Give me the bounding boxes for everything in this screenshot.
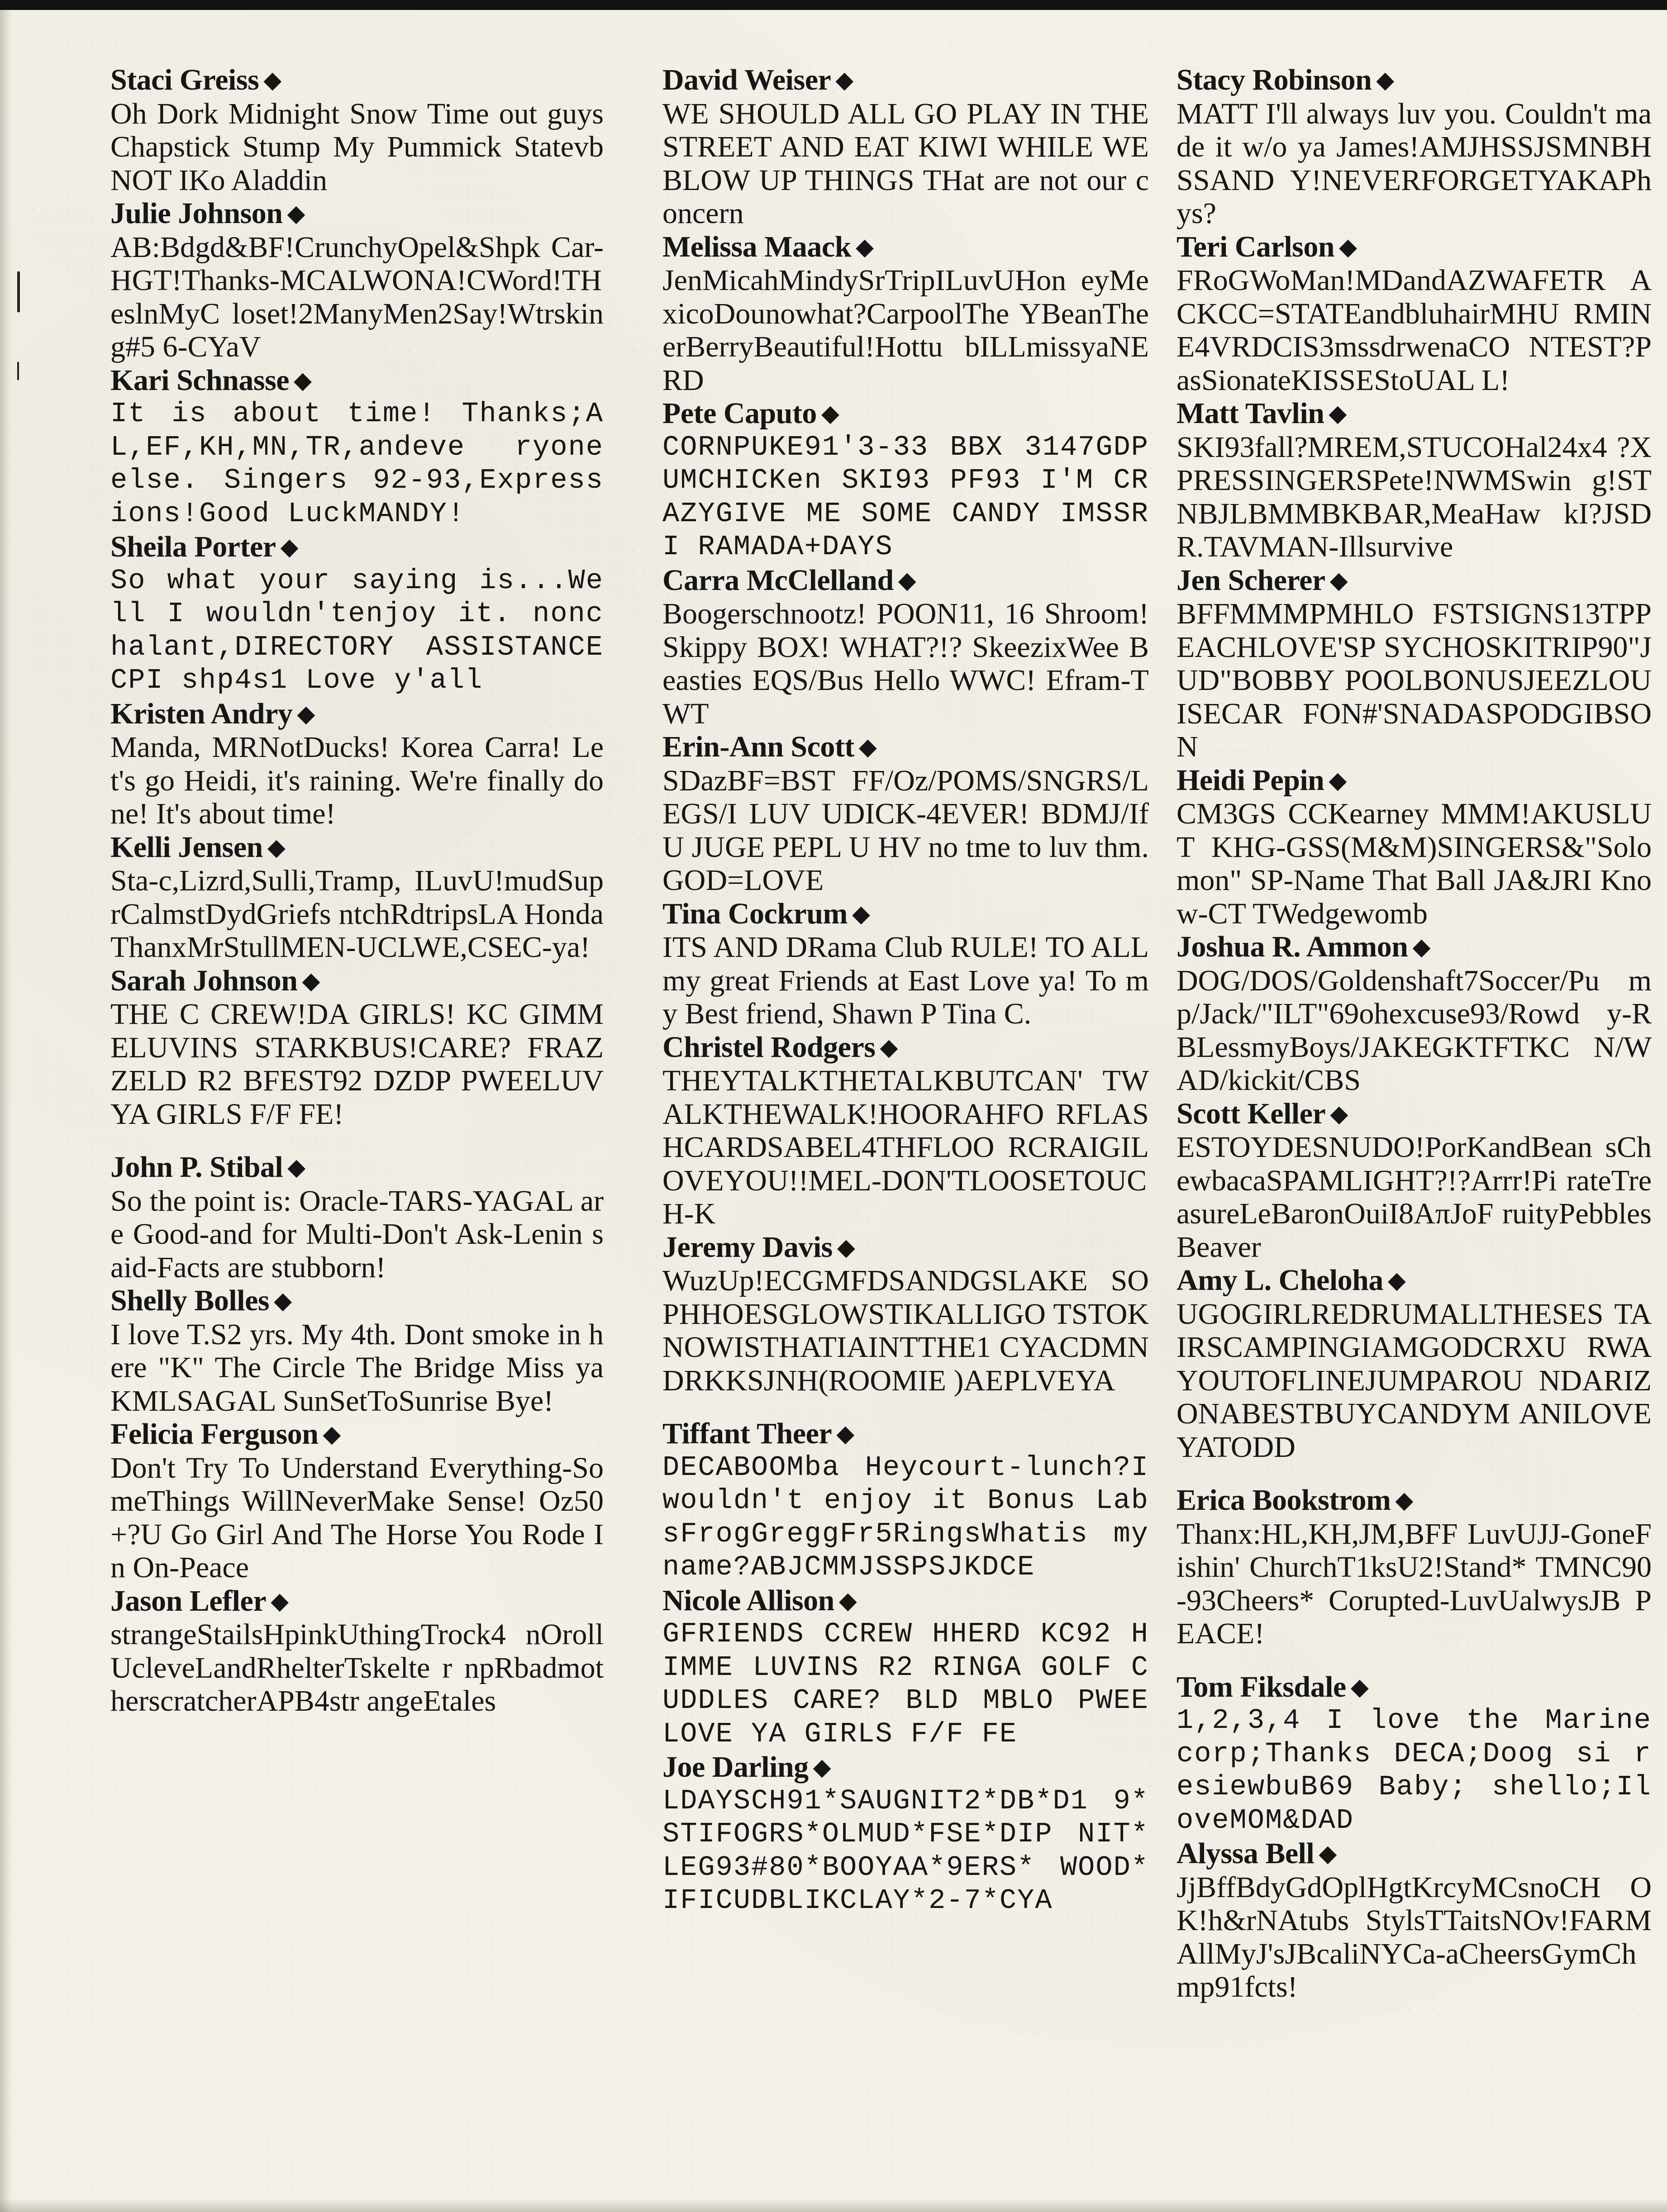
diamond-icon: ◆ [287,1155,305,1180]
page-bottom-edge [0,2198,1667,2212]
entry-message: JjBffBdyGdOplHgtKrcyMCsnoCH OK!h&rNAtubs StylsTTaitsNOv!FARM AllMyJ'sJBcaliNYCa-aCheersGymChmp91fcts! [1176,1870,1652,2003]
entry-matt-tavlin [1176,397,1652,564]
entry-name: Kelli Jensen ◆ [110,830,286,864]
diamond-icon: ◆ [267,834,286,861]
diamond-icon: ◆ [287,201,305,227]
entry-jason-lefler [110,1584,604,1718]
entry-john-stibal [110,1151,604,1284]
entry-message: strangeStailsHpinkUthingTrock4 nOrollUcleveLandRhelterTskelte r npRbadmotherscratcherAPB4str angeEtales [110,1618,604,1717]
entry-scott-keller [1176,1097,1652,1264]
diamond-icon: ◆ [1329,401,1347,427]
entry-kari-schnasse [110,364,604,531]
entry-message: FRoGWoMan!MDandAZWAFETR ACKCC=STATEandbluhairMHU RMINE4VRDCIS3mssdrwenaCO NTEST?PasSionateKISSEStoUAL L! [1176,264,1652,397]
diamond-icon: ◆ [263,67,281,93]
entry-message: Sta-c,Lizrd,Sulli,Tramp, ILuvU!mudSuprCalmstDydGriefs ntchRdtripsLA HondaThanxMrStullMEN-UCLWE,CSEC-ya! [110,864,604,964]
entry-name: Alyssa Bell ◆ [1176,1837,1337,1870]
entry-carra-mcclelland [662,564,1149,731]
entry-message: THEYTALKTHETALKBUTCAN' TWALKTHEWALK!HOORAHFO RFLASHCARDSABEL4THFLOO RCRAIGILOVEYOU!!MEL-DON'TLOOSETOUCH-K [662,1064,1149,1230]
diamond-icon: ◆ [323,1422,341,1447]
entry-message: LDAYSCH91*SAUGNIT2*DB*D1 9*STIFOGRS*OLMUD*FSE*DIP NIT*LEG93#80*BOOYAA*9ERS* WOOD*IFICUDBLIKCLAY*2-7*CYA [662,1784,1149,1917]
entry-name: Teri Carlson ◆ [1176,230,1357,263]
entry-message: WuzUp!ECGMFDSANDGSLAKE SOPHHOESGLOWSTIKALLIGO TSTOKNOWISTHATIAINTTHE1 CYACDMNDRKKSJNH(ROOMIE )AEPLVEYA [662,1264,1149,1397]
page-top-edge [0,0,1667,10]
entry-message: ITS AND DRama Club RULE! TO ALL my great Friends at East Love ya! To my Best friend, Shawn P Tina C. [662,931,1149,1030]
entry-message: It is about time! Thanks;AL,EF,KH,MN,TR,andeve ryone else. Singers 92-93,Expressions!Good LuckMANDY! [110,398,604,530]
entry-name: Scott Keller ◆ [1176,1097,1348,1130]
entry-name: Christel Rodgers ◆ [662,1030,898,1064]
entry-name: Tiffant Theer ◆ [662,1417,854,1450]
entry-name: Sarah Johnson ◆ [110,964,320,997]
diamond-icon: ◆ [1329,767,1347,794]
entry-name: John P. Stibal ◆ [110,1151,305,1184]
entry-message: SKI93fall?MREM,STUCOHal24x4 ?XPRESSINGERSPete!NWMSwin g!STNBJLBMMBKBAR,MeaHaw kI?JSDR.TAVMAN-Illsurvive [1176,430,1652,563]
diamond-icon: ◆ [838,1588,857,1614]
entry-erin-ann-scott [662,730,1149,897]
diamond-icon: ◆ [271,1588,289,1614]
entry-message: WE SHOULD ALL GO PLAY IN THE STREET AND EAT KIWI WHILE WE BLOW UP THINGS THat are not our concern [662,97,1149,230]
column-middle [662,63,1149,1917]
entry-alyssa-bell [1176,1837,1652,2004]
diamond-icon: ◆ [1376,67,1394,93]
entry-name: Joe Darling ◆ [662,1751,831,1784]
entry-name: Jason Lefler ◆ [110,1584,289,1617]
entry-tina-cockrum [662,897,1149,1031]
entry-message: I love T.S2 yrs. My 4th. Dont smoke in here "K" The Circle The Bridge Miss ya KMLSAGAL SunSetToSunrise Bye! [110,1318,604,1418]
entry-message: AB:Bdgd&BF!CrunchyOpel&Shpk Car-HGT!Thanks-MCALWONA!CWord!THeslnMyC loset!2ManyMen2Say!Wtrsking#5 6-CYaV [110,230,604,363]
diamond-icon: ◆ [898,567,916,594]
entry-message: So the point is: Oracle-TARS-YAGAL are Good-and for Multi-Don't Ask-Lenin said-Facts are stubborn! [110,1184,604,1284]
entry-heidi-pepin [1176,764,1652,931]
entry-name: Erin-Ann Scott ◆ [662,730,877,763]
entry-staci-greiss [110,63,604,197]
entry-melissa-maack [662,230,1149,397]
diamond-icon: ◆ [835,67,853,93]
entry-name: Tina Cockrum ◆ [662,897,870,930]
diamond-icon: ◆ [1329,567,1348,594]
entry-name: Melissa Maack ◆ [662,230,874,263]
entry-message: BFFMMMPMHLO FSTSIGNS13TPPEACHLOVE'SP SYCHOSKITRIP90"JUD"BOBBY POOLBONUSJEEZLOUISECAR FON#'SNADASPODGIBSON [1176,597,1652,763]
diamond-icon: ◆ [1330,1101,1348,1127]
diamond-icon: ◆ [880,1034,898,1061]
entry-message: SDazBF=BST FF/Oz/POMS/SNGRS/LEGS/I LUV UDICK-4EVER! BDMJ/If U JUGE PEPL U HV no tme to luv thm. GOD=LOVE [662,764,1149,897]
entry-message: MATT I'll always luv you. Couldn't made it w/o ya James!AMJHSSJSMNBHSSAND Y!NEVERFORGETYAKAPhys? [1176,97,1652,230]
entry-pete-caputo [662,397,1149,564]
diamond-icon: ◆ [855,234,874,260]
entry-stacy-robinson [1176,63,1652,230]
entry-message: Don't Try To Understand Everything-SomeThings WillNeverMake Sense! Oz50+?U Go Girl And The Horse You Rode In On-Peace [110,1451,604,1584]
entry-jeremy-davis [662,1231,1149,1398]
entry-message: 1,2,3,4 I love the Marine corp;Thanks DECA;Doog si resiewbuB69 Baby; shello;IloveMOM&DAD [1176,1704,1652,1836]
diamond-icon: ◆ [1412,934,1430,960]
diamond-icon: ◆ [813,1755,831,1780]
diamond-icon: ◆ [1339,234,1357,260]
entry-erica-bookstrom [1176,1484,1652,1651]
entry-message: CM3GS CCKearney MMM!AKUSLUT KHG-GSS(M&M)SINGERS&"Solomon" SP-Name That Ball JA&JRI Know-CT TWedgewomb [1176,797,1652,930]
entry-name: Matt Tavlin ◆ [1176,397,1347,430]
entry-message: Manda, MRNotDucks! Korea Carra! Let's go Heidi, it's raining. We're finally done! It's about time! [110,731,604,830]
entry-sheila-porter [110,530,604,697]
column-right [1176,63,1652,2004]
entry-message: DOG/DOS/Goldenshaft7Soccer/Pu mp/Jack/"ILT"69ohexcuse93/Rowd y-RBLessmyBoys/JAKEGKTFTKC N/WAD/kickit/CBS [1176,964,1652,1097]
entry-joshua-ammon [1176,930,1652,1097]
margin-mark [17,362,19,380]
diamond-icon: ◆ [1319,1841,1337,1867]
entry-joe-darling [662,1751,1149,1917]
entry-message: Boogerschnootz! POON11, 16 Shroom! Skippy BOX! WHAT?!? SkeezixWee Beasties EQS/Bus Hello WWC! Efram-TWT [662,597,1149,730]
entry-nicole-allison [662,1584,1149,1751]
entry-name: Stacy Robinson ◆ [1176,63,1394,96]
entry-message: JenMicahMindySrTripILuvUHon eyMexicoDounowhat?CarpoolThe YBeanTheerBerryBeautiful!Hottu bILLmissyaNERD [662,264,1149,397]
entry-tiffant-theer [662,1417,1149,1584]
entry-amy-cheloha [1176,1264,1652,1464]
diamond-icon: ◆ [836,1421,854,1447]
entry-name: Erica Bookstrom ◆ [1176,1484,1413,1517]
entry-christel-rodgers [662,1031,1149,1231]
entry-message: Thanx:HL,KH,JM,BFF LuvUJJ-GoneFishin' ChurchT1ksU2!Stand* TMNC90-93Cheers* Corupted-LuvUalwysJB PEACE! [1176,1517,1652,1650]
entry-name: Sheila Porter ◆ [110,530,299,563]
entry-message: CORNPUKE91'3-33 BBX 3147GDP UMCHICKen SKI93 PF93 I'M CRAZYGIVE ME SOME CANDY IMSSRI RAMADA+DAYS [662,431,1149,563]
entry-sarah-johnson [110,964,604,1131]
entry-message: GFRIENDS CCREW HHERD KC92 HIMME LUVINS R2 RINGA GOLF CUDDLES CARE? BLD MBLO PWEE LOVE YA GIRLS F/F FE [662,1618,1149,1750]
entry-name: Nicole Allison ◆ [662,1584,857,1617]
entry-name: Kari Schnasse ◆ [110,363,312,397]
entry-message: DECABOOMba Heycourt-lunch?I wouldn't enjoy it Bonus LabsFrogGreggFr5RingsWhatis myname?ABJCMMJSSPSJKDCE [662,1451,1149,1583]
entry-message: So what your saying is...Well I wouldn'tenjoy it. nonchalant,DIRECTORY ASSISTANCECPI shp4s1 Love y'all [110,564,604,696]
entry-name: Pete Caputo ◆ [662,397,839,430]
entry-kelli-jensen [110,831,604,964]
entry-name: Amy L. Cheloha ◆ [1176,1264,1406,1297]
entry-david-weiser [662,63,1149,230]
entry-name: Kristen Andry ◆ [110,697,315,730]
diamond-icon: ◆ [274,1288,292,1314]
column-left [110,63,604,1718]
entry-name: Joshua R. Ammon ◆ [1176,930,1430,963]
entry-name: Staci Greiss ◆ [110,63,281,96]
entry-name: Tom Fiksdale ◆ [1176,1670,1369,1703]
diamond-icon: ◆ [837,1234,855,1261]
entry-felicia-ferguson [110,1418,604,1584]
diamond-icon: ◆ [821,401,839,427]
entry-message: Oh Dork Midnight Snow Time out guys Chapstick Stump My Pummick StatevbNOT IKo Aladdin [110,97,604,197]
diamond-icon: ◆ [1395,1488,1413,1513]
entry-tom-fiksdale [1176,1670,1652,1837]
margin-mark [17,271,20,312]
entry-name: Jeremy Davis ◆ [662,1230,855,1264]
entry-name: Julie Johnson ◆ [110,197,305,230]
entry-name: Jen Scherer ◆ [1176,563,1348,597]
diamond-icon: ◆ [280,534,299,560]
diamond-icon: ◆ [1387,1268,1406,1294]
page-binding-shadow [0,10,14,2212]
entry-name: Felicia Ferguson ◆ [110,1418,341,1451]
entry-shelly-bolles [110,1284,604,1418]
diamond-icon: ◆ [302,968,320,994]
entry-name: Carra McClelland ◆ [662,563,916,597]
entry-teri-carlson [1176,230,1652,397]
entry-kristen-andry [110,697,604,831]
diamond-icon: ◆ [294,367,312,394]
entry-message: UGOGIRLREDRUMALLTHESES TAIRSCAMPINGIAMGODCRXU RWAYOUTOFLINEJUMPAROU NDARIZONABESTBUYCANDYM ANILOVEYATODD [1176,1297,1652,1464]
entry-message: ESTOYDESNUDO!PorKandBean sChewbacaSPAMLIGHT?!?Arrr!Pi rateTreasureLeBaronOuiI8AπJoF ruityPebblesBeaver [1176,1131,1652,1264]
entry-jen-scherer [1176,564,1652,764]
entry-name: Shelly Bolles ◆ [110,1284,292,1317]
diamond-icon: ◆ [858,734,877,760]
diamond-icon: ◆ [297,701,315,727]
diamond-icon: ◆ [852,901,870,927]
entry-julie-johnson [110,197,604,364]
entry-message: THE C CREW!DA GIRLS! KC GIMMELUVINS STARKBUS!CARE? FRAZZELD R2 BFEST92 DZDP PWEELUV YA GIRLS F/F FE! [110,998,604,1131]
entry-name: David Weiser ◆ [662,63,853,96]
diamond-icon: ◆ [1350,1674,1369,1700]
entry-name: Heidi Pepin ◆ [1176,763,1347,797]
